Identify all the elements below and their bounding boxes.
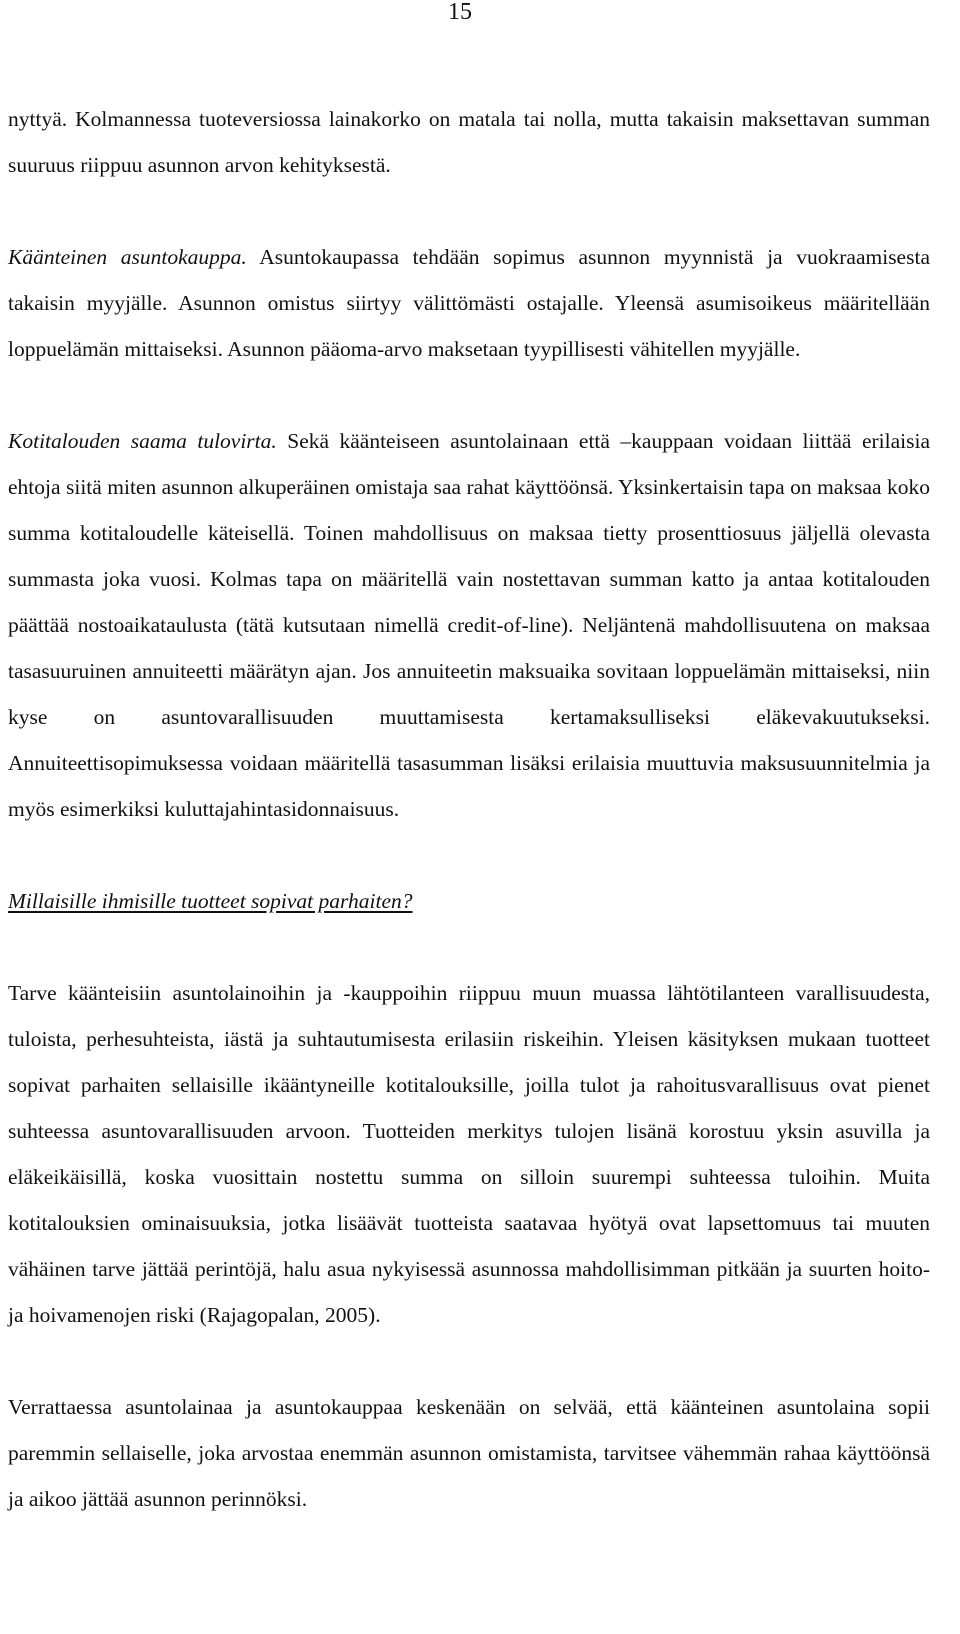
paragraph-continuation [8, 96, 930, 188]
paragraph-text: Asuntokaupassa tehdään sopimus asunnon myynnistä ja vuokraamisesta takaisin myyjälle. Asunnon omistus siirtyy välittömästi ostajalle. Yleensä asumisoikeus määritellään loppuelämän mittaiseksi. Asunnon pääoma-arvo maksetaan tyypillisesti vähitellen myyjälle. [8, 245, 930, 361]
paragraph-gap [8, 188, 930, 234]
document-body [8, 96, 930, 1522]
paragraph-text: Tarve käänteisiin asuntolainoihin ja -kauppoihin riippuu muun muassa lähtötilanteen varallisuudesta, tuloista, perhesuhteista, iästä ja suhtautumisesta erilasiin riskeihin. Yleisen käsityksen mukaan tuotteet sopivat parhaiten sellaisille ikääntyneille kotitalouksille, joilla tulot ja rahoitusvarallisuus ovat pienet suhteessa asuntovarallisuuden arvoon. Tuotteiden merkitys tulojen lisänä korostuu yksin asuvilla ja eläkeikäisillä, koska vuosittain nostettu summa on silloin suurempi suhteessa tuloihin. Muita kotitalouksien ominaisuuksia, jotka lisäävät tuotteista saatavaa hyötyä ovat lapsettomuus tai muuten vähäinen tarve jättää perintöjä, halu asua nykyisessä asunnossa mahdollisimman pitkään ja suurten hoito- ja hoivamenojen riski (Rajagopalan, 2005). [8, 981, 930, 1327]
paragraph-text: nyttyä. Kolmannessa tuoteversiossa lainakorko on matala tai nolla, mutta takaisin maksettavan summan suuruus riippuu asunnon arvon kehityksestä. [8, 107, 930, 177]
page-number: 15 [448, 0, 472, 25]
paragraph-income-stream [8, 418, 930, 832]
run-in-heading: Kotitalouden saama tulovirta. [8, 429, 277, 453]
paragraph-gap [8, 1338, 930, 1384]
section-heading [8, 878, 930, 924]
paragraph-comparison [8, 1384, 930, 1522]
section-heading-text: Millaisille ihmisille tuotteet sopivat parhaiten? [8, 889, 413, 913]
paragraph-text: Sekä käänteiseen asuntolainaan että –kauppaan voidaan liittää erilaisia ehtoja siitä miten asunnon alkuperäinen omistaja saa rahat käyttöönsä. Yksinkertaisin tapa on maksaa koko summa kotitaloudelle käteisellä. Toinen mahdollisuus on maksaa tietty prosenttiosuus jäljellä olevasta summasta joka vuosi. Kolmas tapa on määritellä vain nostettavan summan katto ja antaa kotitalouden päättää nostoaikataulusta (tätä kutsutaan nimellä credit-of-line). Neljäntenä mahdollisuutena on maksaa tasasuuruinen annuiteetti määrätyn ajan. Jos annuiteetin maksuaika sovitaan loppuelämän mittaiseksi, niin kyse on asuntovarallisuuden muuttamisesta kertamaksulliseksi eläkevakuutukseksi. Annuiteettisopimuksessa voidaan määritellä tasasumman lisäksi erilaisia muuttuvia maksusuunnitelmia ja myös esimerkiksi kuluttajahintasidonnaisuus. [8, 429, 930, 821]
paragraph-suitability [8, 970, 930, 1338]
paragraph-text: Verrattaessa asuntolainaa ja asuntokauppaa keskenään on selvää, että käänteinen asuntolaina sopii paremmin sellaiselle, joka arvostaa enemmän asunnon omistamista, tarvitsee vähemmän rahaa käyttöönsä ja aikoo jättää asunnon perinnöksi. [8, 1395, 930, 1511]
paragraph-gap [8, 372, 930, 418]
paragraph-gap [8, 832, 930, 878]
paragraph-gap [8, 924, 930, 970]
run-in-heading: Käänteinen asuntokauppa. [8, 245, 247, 269]
paragraph-reverse-sale [8, 234, 930, 372]
